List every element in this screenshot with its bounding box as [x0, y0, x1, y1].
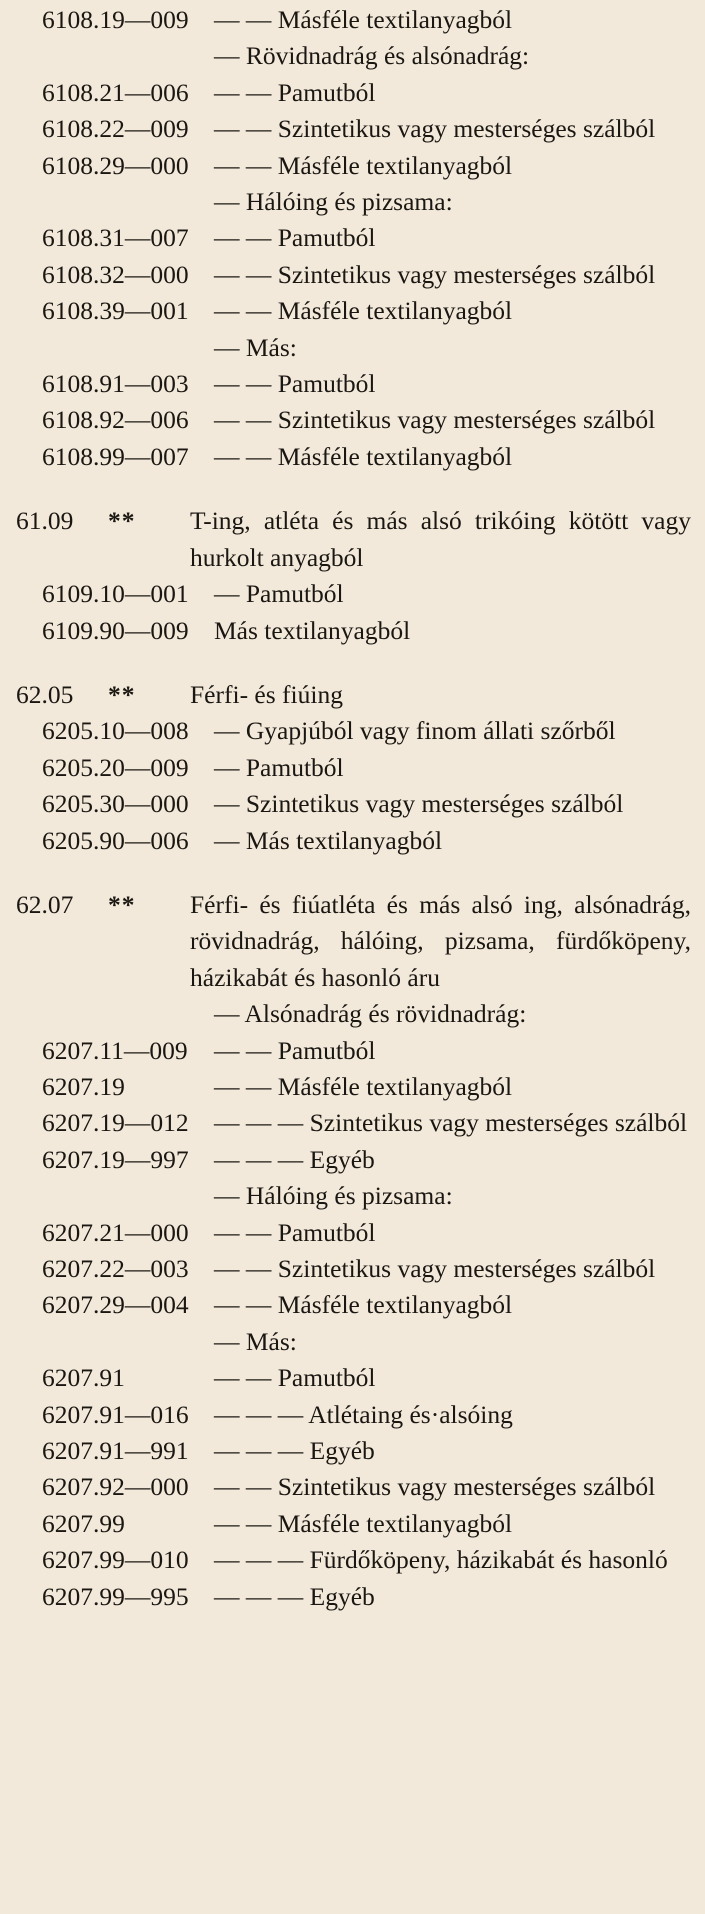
dash-marker: — — — — [214, 1108, 304, 1138]
heading-code: 61.09 — [16, 506, 74, 536]
description-text: Más textilanyagból — [245, 825, 443, 855]
dash-marker: — — — [214, 77, 272, 107]
dash-marker: — — — [214, 441, 272, 471]
tariff-code: 6207.91 — [42, 1363, 125, 1393]
table-row — [0, 1251, 705, 1287]
table-row — [0, 996, 705, 1032]
item-description — [214, 1542, 691, 1578]
heading-stars: ** — [108, 506, 136, 536]
description-text: Más textilanyagból — [214, 615, 411, 645]
tariff-code: 6108.29—000 — [42, 150, 189, 180]
item-description — [214, 786, 691, 822]
dash-marker: — — [214, 716, 240, 746]
table-row — [0, 1069, 705, 1105]
tariff-code: 6205.90—006 — [42, 825, 189, 855]
description-text: Egyéb — [309, 1581, 375, 1611]
description-text: Pamutból — [277, 1035, 376, 1065]
table-row — [0, 111, 705, 147]
dash-marker: — — — [214, 296, 272, 326]
table-row — [0, 1433, 705, 1469]
section-6108 — [0, 2, 705, 475]
table-row — [0, 293, 705, 329]
tariff-code: 6108.92—006 — [42, 405, 189, 435]
section-6109 — [0, 503, 705, 649]
item-description — [214, 75, 691, 111]
tariff-code: 6108.22—009 — [42, 114, 189, 144]
dash-marker: — — — [214, 5, 272, 34]
dash-marker: — — [214, 332, 240, 362]
table-row — [0, 402, 705, 438]
tariff-list — [0, 2, 705, 1615]
item-description — [214, 38, 691, 74]
table-row — [0, 1178, 705, 1214]
description-text: Gyapjúból vagy finom állati szőrből — [245, 716, 616, 746]
tariff-code: 6108.39—001 — [42, 296, 189, 326]
dash-marker: — — — [214, 1217, 272, 1247]
heading-row — [0, 677, 705, 713]
item-description — [214, 1142, 691, 1178]
description-text: Fürdőköpeny, házikabát és hasonló — [309, 1545, 668, 1575]
item-description — [214, 439, 691, 475]
description-text: Atlétaing és·alsóing — [308, 1399, 513, 1429]
tariff-code: 6207.19—012 — [42, 1108, 189, 1138]
tariff-code: 6205.20—009 — [42, 752, 189, 782]
dash-marker: — — [214, 999, 240, 1029]
dash-marker: — — — — [214, 1581, 304, 1611]
description-text: Szintetikus vagy mesterséges szálból — [277, 1254, 656, 1283]
tariff-code: 6207.91—991 — [42, 1436, 189, 1466]
description-text: Pamutból — [277, 1217, 376, 1247]
tariff-code: 6207.21—000 — [42, 1217, 189, 1247]
item-description — [214, 1579, 691, 1615]
table-row — [0, 613, 705, 649]
description-text: Egyéb — [309, 1144, 375, 1174]
description-text: Alsónadrág és rövidnadrág: — [244, 999, 527, 1029]
item-description — [214, 750, 691, 786]
dash-marker: — — — [214, 369, 272, 399]
table-row — [0, 1360, 705, 1396]
description-text: Szintetikus vagy mesterséges szálból — [277, 259, 656, 289]
dash-marker: — — [214, 1326, 240, 1356]
dash-marker: — — [214, 41, 240, 71]
description-text: Szintetikus vagy mesterséges szálból — [277, 114, 656, 144]
dash-marker: — — — [214, 1035, 272, 1065]
table-row — [0, 1579, 705, 1615]
table-row — [0, 1469, 705, 1505]
description-text: Másféle textilanyagból — [277, 296, 513, 326]
table-row — [0, 576, 705, 612]
item-description — [214, 613, 691, 649]
heading-row — [0, 887, 705, 996]
tariff-code: 6205.10—008 — [42, 716, 189, 746]
item-description — [214, 1251, 691, 1287]
description-text: Pamutból — [277, 369, 376, 399]
tariff-code: 6205.30—000 — [42, 789, 189, 819]
dash-marker: — — — [214, 1254, 272, 1283]
table-row — [0, 1506, 705, 1542]
item-description — [214, 402, 691, 438]
tariff-code: 6207.99 — [42, 1508, 125, 1538]
dash-marker: — — [214, 1181, 240, 1211]
item-description — [214, 1287, 691, 1323]
heading-text: Férfi- és fiúatléta és más alsó ing, alsónadrág, rövidnadrág, hálóing, pizsama, fürdőköpeny, házikabát és hasonló áru — [190, 889, 691, 992]
table-row — [0, 713, 705, 749]
tariff-code: 6207.22—003 — [42, 1254, 189, 1283]
dash-marker: — — — [214, 259, 272, 289]
item-description — [214, 1433, 691, 1469]
item-description — [214, 2, 691, 38]
dash-marker: — — — [214, 223, 272, 253]
tariff-code: 6207.11—009 — [42, 1035, 188, 1065]
description-text: Másféle textilanyagból — [277, 1071, 513, 1101]
table-row — [0, 823, 705, 859]
dash-marker: — — — [214, 1508, 272, 1538]
tariff-code: 6108.99—007 — [42, 441, 189, 471]
heading-text: Férfi- és fiúing — [190, 679, 343, 709]
tariff-code: 6207.92—000 — [42, 1472, 189, 1502]
heading-code: 62.05 — [16, 679, 74, 709]
tariff-code: 6207.99—995 — [42, 1581, 189, 1611]
item-description — [214, 148, 691, 184]
description-text: Rövidnadrág és alsónadrág: — [245, 41, 530, 71]
dash-marker: — — [214, 579, 240, 609]
heading-row — [0, 503, 705, 576]
tariff-code: 6207.19—997 — [42, 1144, 189, 1174]
tariff-code: 6109.90—009 — [42, 615, 189, 645]
item-description — [214, 1033, 691, 1069]
dash-marker: — — — [214, 405, 272, 435]
dash-marker: — — [214, 187, 240, 217]
table-row — [0, 220, 705, 256]
description-text: Hálóing és pizsama: — [245, 187, 453, 217]
item-description — [214, 220, 691, 256]
table-row — [0, 1033, 705, 1069]
tariff-code: 6108.19—009 — [42, 5, 189, 34]
description-text: Szintetikus vagy mesterséges szálból — [309, 1108, 688, 1138]
item-description — [214, 1215, 691, 1251]
item-description — [214, 1506, 691, 1542]
description-text: Pamutból — [245, 579, 344, 609]
dash-marker: — — — [214, 1290, 272, 1320]
dash-marker: — — — — [214, 1545, 304, 1575]
tariff-code: 6207.19 — [42, 1071, 125, 1101]
item-description — [214, 996, 691, 1032]
tariff-code: 6207.99—010 — [42, 1545, 189, 1575]
dash-marker: — — [214, 752, 240, 782]
table-row — [0, 786, 705, 822]
section-6207 — [0, 887, 705, 1615]
table-row — [0, 75, 705, 111]
item-description — [214, 1069, 691, 1105]
description-text: Másféle textilanyagból — [277, 441, 513, 471]
table-row — [0, 38, 705, 74]
item-description — [214, 823, 691, 859]
table-row — [0, 1542, 705, 1578]
item-description — [214, 1178, 691, 1214]
description-text: Szintetikus vagy mesterséges szálból — [245, 789, 624, 819]
tariff-code: 6207.29—004 — [42, 1290, 189, 1320]
table-row — [0, 1215, 705, 1251]
heading-text: T-ing, atléta és más alsó trikóing kötött vagy hurkolt anyagból — [190, 506, 691, 572]
description-text: Pamutból — [245, 752, 344, 782]
table-row — [0, 1397, 705, 1433]
description-text: Szintetikus vagy mesterséges szálból — [277, 405, 656, 435]
dash-marker: — — — [214, 1472, 272, 1502]
description-text: Másféle textilanyagból — [277, 1508, 513, 1538]
table-row — [0, 330, 705, 366]
description-text: Más: — [245, 332, 297, 362]
table-row — [0, 366, 705, 402]
table-row — [0, 1324, 705, 1360]
item-description — [214, 1469, 691, 1505]
dash-marker: — — — [214, 1363, 272, 1393]
description-text: Másféle textilanyagból — [277, 5, 513, 34]
item-description — [214, 293, 691, 329]
description-text: Hálóing és pizsama: — [245, 1181, 453, 1211]
table-row — [0, 257, 705, 293]
tariff-code: 6108.91—003 — [42, 369, 189, 399]
item-description — [214, 1324, 691, 1360]
item-description — [214, 1360, 691, 1396]
description-text: Pamutból — [277, 223, 376, 253]
item-description — [214, 257, 691, 293]
item-description — [214, 111, 691, 147]
tariff-code: 6109.10—001 — [42, 579, 189, 609]
table-row — [0, 439, 705, 475]
table-row — [0, 750, 705, 786]
table-row — [0, 1105, 705, 1141]
table-row — [0, 184, 705, 220]
description-text: Pamutból — [277, 1363, 376, 1393]
tariff-code: 6108.31—007 — [42, 223, 189, 253]
description-text: Másféle textilanyagból — [277, 150, 513, 180]
dash-marker: — — [214, 825, 240, 855]
dash-marker: — — — — [214, 1436, 304, 1466]
section-6205 — [0, 677, 705, 859]
description-text: Szintetikus vagy mesterséges szálból — [277, 1472, 656, 1502]
dash-marker: — — — [214, 150, 272, 180]
table-row — [0, 1142, 705, 1178]
item-description — [214, 576, 691, 612]
tariff-code: 6207.91—016 — [42, 1399, 189, 1429]
item-description — [214, 1105, 691, 1141]
description-text: Más: — [245, 1326, 297, 1356]
dash-marker: — — — [214, 1071, 272, 1101]
description-text: Másféle textilanyagból — [277, 1290, 513, 1320]
description-text: Egyéb — [309, 1436, 375, 1466]
table-row — [0, 148, 705, 184]
tariff-code: 6108.32—000 — [42, 259, 189, 289]
dash-marker: — — — [214, 114, 272, 144]
dash-marker: — — [214, 789, 240, 819]
dash-marker: — — — — [214, 1144, 304, 1174]
item-description — [214, 330, 691, 366]
table-row — [0, 1287, 705, 1323]
heading-stars: ** — [108, 889, 136, 919]
description-text: Pamutból — [277, 77, 376, 107]
item-description — [214, 184, 691, 220]
item-description — [214, 366, 691, 402]
item-description — [214, 713, 691, 749]
dash-marker: — — — — [214, 1399, 304, 1429]
heading-code: 62.07 — [16, 889, 74, 919]
heading-stars: ** — [108, 679, 136, 709]
table-row — [0, 2, 705, 38]
tariff-code: 6108.21—006 — [42, 77, 189, 107]
item-description — [214, 1397, 691, 1433]
